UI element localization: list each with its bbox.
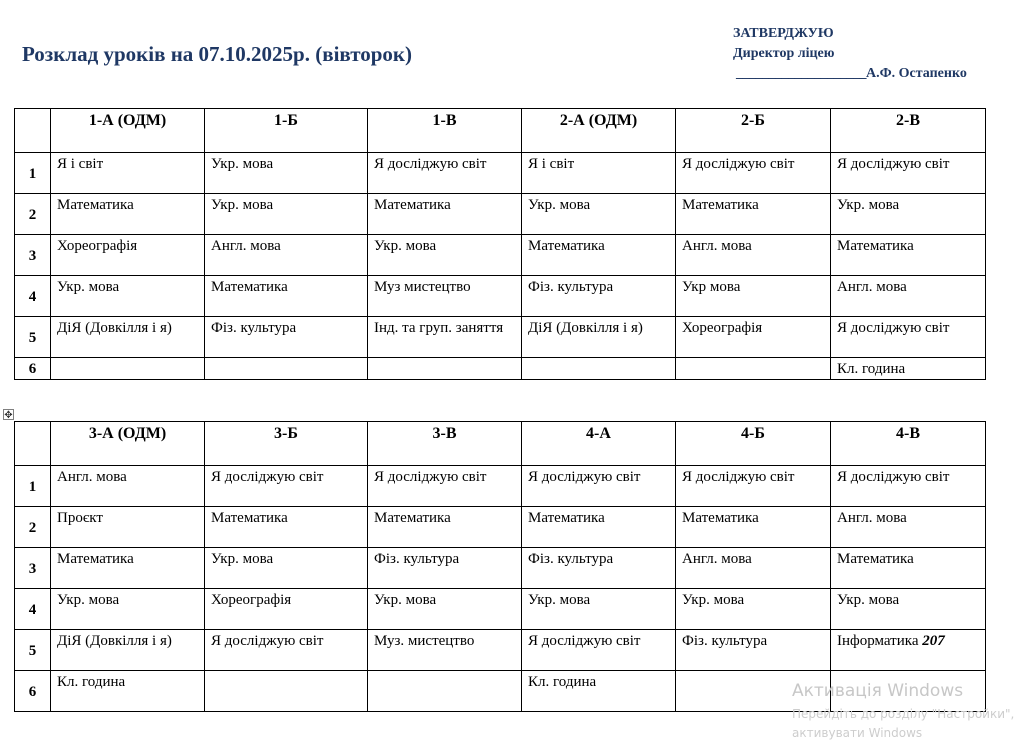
- lesson-cell: [368, 235, 522, 276]
- lesson-cell: [368, 466, 522, 507]
- subject-name: Укр. мова: [374, 238, 437, 254]
- lesson-number: 3: [15, 235, 51, 276]
- lesson-cell: [205, 358, 368, 380]
- subject-name: Я і світ: [528, 156, 575, 172]
- class-header: 3-Б: [205, 422, 368, 466]
- class-header: 1-А (ОДМ): [51, 109, 205, 153]
- lesson-cell: [51, 589, 205, 630]
- lesson-cell: [205, 466, 368, 507]
- lesson-cell: [831, 153, 986, 194]
- subject-name: Математика: [528, 510, 605, 526]
- lesson-cell: [522, 194, 676, 235]
- class-header: 4-В: [831, 422, 986, 466]
- subject-name: Інформатика: [837, 633, 919, 649]
- lesson-cell: [205, 317, 368, 358]
- lesson-cell: [368, 153, 522, 194]
- lesson-row: [15, 630, 986, 671]
- subject-name: Проєкт: [57, 510, 103, 526]
- subject-name: Фіз. культура: [528, 551, 614, 567]
- approval-signature-line: [736, 64, 967, 84]
- lesson-cell: [368, 589, 522, 630]
- lesson-cell: [51, 153, 205, 194]
- lesson-cell: [368, 276, 522, 317]
- lesson-number: 5: [15, 317, 51, 358]
- lesson-cell: [368, 194, 522, 235]
- windows-activation-watermark: Активація Windows: [792, 681, 964, 701]
- lesson-cell: [831, 507, 986, 548]
- lesson-row: [15, 235, 986, 276]
- lesson-cell: [831, 235, 986, 276]
- subject-name: Я досліджую світ: [211, 469, 324, 485]
- windows-activation-hint-2: активувати Windows: [792, 726, 923, 740]
- subject-name: Укр. мова: [374, 592, 437, 608]
- class-header: 3-В: [368, 422, 522, 466]
- approval-position: Директор ліцею: [733, 46, 835, 61]
- subject-name: Фіз. культура: [682, 633, 768, 649]
- lesson-cell: [831, 589, 986, 630]
- subject-name: Я досліджую світ: [837, 320, 950, 336]
- lesson-number: 2: [15, 194, 51, 235]
- subject-name: Математика: [374, 510, 451, 526]
- subject-name: Математика: [682, 197, 759, 213]
- lesson-cell: [205, 589, 368, 630]
- subject-name: ДіЯ (Довкілля і я): [57, 320, 172, 336]
- lesson-cell: [676, 235, 831, 276]
- header-corner-cell: [15, 422, 51, 466]
- lesson-cell: [205, 194, 368, 235]
- lesson-cell: [51, 507, 205, 548]
- subject-name: Кл. година: [57, 674, 126, 690]
- lesson-cell: [676, 153, 831, 194]
- lesson-cell: [205, 671, 368, 712]
- lesson-cell: [522, 317, 676, 358]
- subject-name: Хореографія: [211, 592, 292, 608]
- lesson-cell: [831, 317, 986, 358]
- subject-name: Укр. мова: [528, 197, 591, 213]
- subject-name: Математика: [211, 279, 288, 295]
- lesson-cell: [205, 507, 368, 548]
- subject-name: Я досліджую світ: [682, 156, 795, 172]
- lesson-cell: [51, 235, 205, 276]
- lesson-cell: [368, 317, 522, 358]
- lesson-row: [15, 194, 986, 235]
- subject-name: Укр. мова: [211, 156, 274, 172]
- lesson-cell: [676, 548, 831, 589]
- lesson-cell: [205, 235, 368, 276]
- subject-name: Я і світ: [57, 156, 104, 172]
- subject-name: Інд. та груп. заняття: [374, 320, 504, 336]
- lesson-cell: [676, 466, 831, 507]
- class-header: 2-А (ОДМ): [522, 109, 676, 153]
- lesson-cell: [522, 507, 676, 548]
- schedule-table-grades-1-2: [14, 108, 986, 380]
- subject-name: Математика: [211, 510, 288, 526]
- lesson-cell: [51, 548, 205, 589]
- lesson-cell: [831, 194, 986, 235]
- subject-name: Математика: [682, 510, 759, 526]
- subject-name: Укр. мова: [211, 551, 274, 567]
- lesson-cell: [676, 589, 831, 630]
- subject-name: Укр. мова: [528, 592, 591, 608]
- lesson-cell: [831, 630, 986, 671]
- lesson-number: 6: [15, 671, 51, 712]
- subject-name: Англ. мова: [682, 238, 752, 254]
- lesson-row: [15, 317, 986, 358]
- subject-name: Укр. мова: [57, 279, 120, 295]
- lesson-row: [15, 276, 986, 317]
- lesson-cell: [51, 466, 205, 507]
- lesson-cell: [51, 276, 205, 317]
- subject-name: Англ. мова: [57, 469, 127, 485]
- lesson-cell: [831, 548, 986, 589]
- lesson-cell: [522, 358, 676, 380]
- lesson-cell: [522, 153, 676, 194]
- approval-heading: ЗАТВЕРДЖУЮ: [733, 26, 834, 41]
- lesson-cell: [368, 630, 522, 671]
- lesson-number: 3: [15, 548, 51, 589]
- subject-name: Математика: [57, 197, 134, 213]
- class-header: 4-А: [522, 422, 676, 466]
- lesson-row: [15, 153, 986, 194]
- lesson-number: 4: [15, 589, 51, 630]
- lesson-cell: [51, 317, 205, 358]
- subject-name: Англ. мова: [211, 238, 281, 254]
- subject-name: ДіЯ (Довкілля і я): [528, 320, 643, 336]
- subject-name: Я досліджую світ: [682, 469, 795, 485]
- subject-name: Я досліджую світ: [837, 469, 950, 485]
- lesson-cell: [368, 671, 522, 712]
- subject-name: Англ. мова: [682, 551, 752, 567]
- subject-name: Математика: [57, 551, 134, 567]
- lesson-cell: [522, 589, 676, 630]
- lesson-cell: [522, 630, 676, 671]
- lesson-row: [15, 589, 986, 630]
- lesson-number: 1: [15, 153, 51, 194]
- lesson-number: 2: [15, 507, 51, 548]
- subject-name: Я досліджую світ: [374, 156, 487, 172]
- director-name: А.Ф. Остапенко: [866, 66, 967, 81]
- lesson-cell: [831, 358, 986, 380]
- page-title: Розклад уроків на 07.10.2025р. (вівторок): [22, 42, 413, 66]
- lesson-cell: [368, 548, 522, 589]
- lesson-cell: [522, 466, 676, 507]
- lesson-row: [15, 548, 986, 589]
- lesson-cell: [676, 358, 831, 380]
- lesson-cell: [205, 548, 368, 589]
- approval-block: [733, 24, 967, 84]
- lesson-cell: [676, 630, 831, 671]
- lesson-number: 1: [15, 466, 51, 507]
- move-anchor-icon[interactable]: ✥: [4, 410, 13, 421]
- subject-name: Англ. мова: [837, 510, 907, 526]
- lesson-row: [15, 358, 986, 380]
- room-number: 207: [922, 633, 945, 649]
- subject-name: Укр. мова: [837, 592, 900, 608]
- lesson-cell: [51, 194, 205, 235]
- subject-name: Кл. година: [837, 361, 906, 377]
- subject-name: Математика: [374, 197, 451, 213]
- lesson-cell: [831, 466, 986, 507]
- subject-name: Укр. мова: [682, 592, 745, 608]
- subject-name: Укр. мова: [837, 197, 900, 213]
- lesson-cell: [676, 317, 831, 358]
- lesson-cell: [368, 358, 522, 380]
- subject-name: Я досліджую світ: [374, 469, 487, 485]
- lesson-cell: [205, 153, 368, 194]
- class-header: 2-Б: [676, 109, 831, 153]
- subject-name: Я досліджую світ: [528, 633, 641, 649]
- subject-name: Муз. мистецтво: [374, 633, 475, 649]
- class-header: 3-А (ОДМ): [51, 422, 205, 466]
- lesson-row: [15, 507, 986, 548]
- lesson-cell: [51, 358, 205, 380]
- subject-name: Укр. мова: [211, 197, 274, 213]
- subject-name: Фіз. культура: [211, 320, 297, 336]
- subject-name: Я досліджую світ: [528, 469, 641, 485]
- lesson-cell: [205, 276, 368, 317]
- lesson-cell: [522, 276, 676, 317]
- subject-name: Математика: [837, 238, 914, 254]
- lesson-cell: [676, 507, 831, 548]
- signature-underline: ____________________: [736, 66, 866, 81]
- lesson-cell: [676, 276, 831, 317]
- subject-name: Хореографія: [57, 238, 138, 254]
- subject-name: Фіз. культура: [528, 279, 614, 295]
- header-corner-cell: [15, 109, 51, 153]
- lesson-row: [15, 466, 986, 507]
- table-header-row: [15, 109, 986, 153]
- lesson-cell: [368, 507, 522, 548]
- lesson-number: 5: [15, 630, 51, 671]
- subject-name: Англ. мова: [837, 279, 907, 295]
- subject-name: ДіЯ (Довкілля і я): [57, 633, 172, 649]
- subject-name: Математика: [837, 551, 914, 567]
- subject-name: Укр мова: [682, 279, 741, 295]
- subject-name: Я досліджую світ: [211, 633, 324, 649]
- lesson-cell: [831, 276, 986, 317]
- subject-name: Хореографія: [682, 320, 763, 336]
- subject-name: Математика: [528, 238, 605, 254]
- subject-name: Фіз. культура: [374, 551, 460, 567]
- lesson-cell: [51, 671, 205, 712]
- lesson-cell: [522, 548, 676, 589]
- subject-name: Муз мистецтво: [374, 279, 471, 295]
- lesson-cell: [676, 194, 831, 235]
- lesson-number: 6: [15, 358, 51, 380]
- subject-name: Я досліджую світ: [837, 156, 950, 172]
- table-header-row: [15, 422, 986, 466]
- subject-name: Укр. мова: [57, 592, 120, 608]
- class-header: 2-В: [831, 109, 986, 153]
- windows-activation-hint: Перейдіть до розділу "Настройки",: [792, 707, 1015, 721]
- lesson-cell: [205, 630, 368, 671]
- class-header: 4-Б: [676, 422, 831, 466]
- lesson-cell: [522, 671, 676, 712]
- class-header: 1-Б: [205, 109, 368, 153]
- lesson-cell: [51, 630, 205, 671]
- schedule-table-grades-3-4: [14, 421, 986, 712]
- subject-name: Кл. година: [528, 674, 597, 690]
- class-header: 1-В: [368, 109, 522, 153]
- lesson-cell: [522, 235, 676, 276]
- lesson-number: 4: [15, 276, 51, 317]
